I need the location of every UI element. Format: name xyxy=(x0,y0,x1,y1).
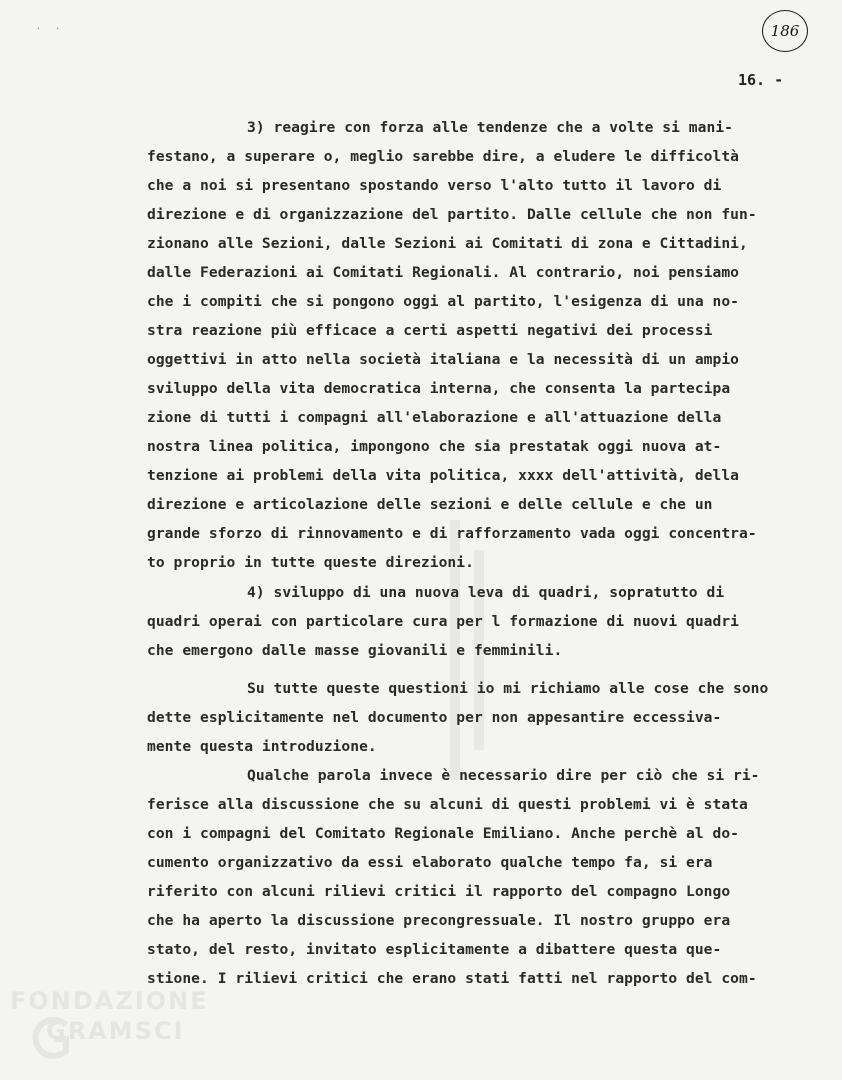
text-line: zione di tutti i compagni all'elaborazione e all'attuazione della xyxy=(147,409,722,426)
text-line: stato, del resto, invitato esplicitamente a dibattere questa que- xyxy=(147,941,722,958)
page-number: 16. - xyxy=(738,71,784,89)
watermark-line1: FONDAZIONE xyxy=(10,987,209,1015)
text-line: dette esplicitamente nel documento per non appesantire eccessiva- xyxy=(147,709,722,726)
text-line: stra reazione più efficace a certi aspetti negativi dei processi xyxy=(147,322,713,339)
text-line: che ha aperto la discussione precongressuale. Il nostro gruppo era xyxy=(147,912,731,929)
text-line: sviluppo della vita democratica interna, che consenta la partecipa xyxy=(147,380,731,397)
fondazione-gramsci-watermark xyxy=(4,985,214,1065)
text-line: mente questa introduzione. xyxy=(147,738,377,755)
text-line: stione. I rilievi critici che erano stati fatti nel rapporto del com- xyxy=(147,970,757,987)
text-line: riferito con alcuni rilievi critici il rapporto del compagno Longo xyxy=(147,883,731,900)
text-line: grande sforzo di rinnovamento e di rafforzamento vada oggi concentra- xyxy=(147,525,757,542)
text-line: dalle Federazioni ai Comitati Regionali. Al contrario, noi pensiamo xyxy=(147,264,740,281)
text-line: nostra linea politica, impongono che sia prestatak oggi nuova at- xyxy=(147,438,722,455)
text-line: ferisce alla discussione che su alcuni di questi problemi vi è stata xyxy=(147,796,748,813)
text-line: quadri operai con particolare cura per l formazione di nuovi quadri xyxy=(147,613,740,630)
text-line: oggettivi in atto nella società italiana e la necessità di un ampio xyxy=(147,351,740,368)
text-line: con i compagni del Comitato Regionale Emiliano. Anche perchè al do- xyxy=(147,825,740,842)
text-line: 3) reagire con forza alle tendenze che a volte si mani- xyxy=(247,119,733,136)
text-line: direzione e articolazione delle sezioni e delle cellule e che un xyxy=(147,496,713,513)
text-line: che a noi si presentano spostando verso l'alto tutto il lavoro di xyxy=(147,177,722,194)
archive-stamp-number: 186 xyxy=(770,22,800,40)
text-line: che emergono dalle masse giovanili e femminili. xyxy=(147,642,563,659)
text-line: tenzione ai problemi della vita politica, xxxx dell'attività, della xyxy=(147,467,740,484)
text-line: Qualche parola invece è necessario dire per ciò che si ri- xyxy=(247,767,760,784)
watermark-line2: GRAMSCI xyxy=(46,1017,185,1045)
text-line: 4) sviluppo di una nuova leva di quadri, sopratutto di xyxy=(247,584,725,601)
scan-specks: · · xyxy=(36,24,61,33)
text-line: zionano alle Sezioni, dalle Sezioni ai Comitati di zona e Cittadini, xyxy=(147,235,748,252)
text-line: Su tutte queste questioni io mi richiamo alle cose che sono xyxy=(247,680,769,697)
text-line: che i compiti che si pongono oggi al partito, l'esigenza di una no- xyxy=(147,293,740,310)
text-line: to proprio in tutte queste direzioni. xyxy=(147,554,474,571)
text-line: direzione e di organizzazione del partito. Dalle cellule che non fun- xyxy=(147,206,757,223)
text-line: festano, a superare o, meglio sarebbe dire, a eludere le difficoltà xyxy=(147,148,740,165)
text-line: cumento organizzativo da essi elaborato qualche tempo fa, si era xyxy=(147,854,713,871)
archive-stamp xyxy=(762,10,808,52)
